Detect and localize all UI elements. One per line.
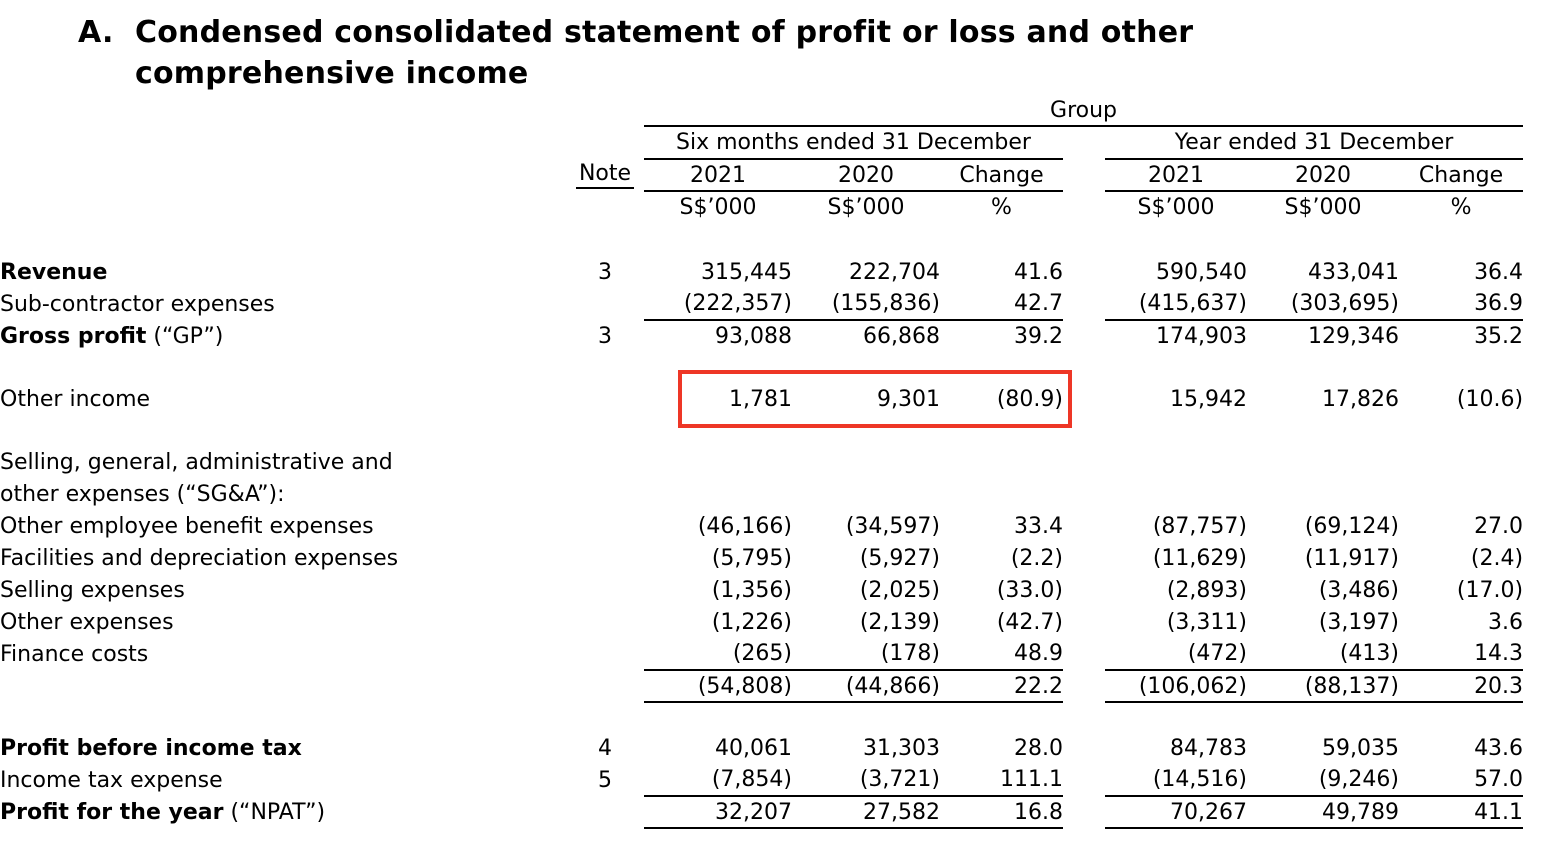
value-cell: (178) bbox=[792, 638, 940, 670]
table-row bbox=[0, 606, 1523, 638]
value-cell: (3,486) bbox=[1318, 577, 1399, 603]
value-cell: 17,826 bbox=[1322, 386, 1399, 412]
unit-header: S$’000 bbox=[1284, 195, 1362, 220]
column-gap bbox=[1063, 159, 1105, 191]
value-cell: (2,893) bbox=[1166, 577, 1247, 603]
spacer-row bbox=[0, 702, 1523, 732]
value-cell: (14,516) bbox=[1105, 764, 1247, 796]
value-cell: 20.3 bbox=[1399, 670, 1523, 702]
value-cell: (1,226) bbox=[711, 609, 792, 635]
value-cell: 14.3 bbox=[1399, 638, 1523, 670]
row-label-text: other expenses (“SG&A”): bbox=[0, 481, 285, 507]
value-cell: 39.2 bbox=[1014, 324, 1063, 349]
empty-cell bbox=[0, 96, 644, 126]
table-row bbox=[0, 764, 1523, 796]
value-cell: (413) bbox=[1247, 638, 1399, 670]
group-header-row bbox=[0, 96, 1523, 126]
column-gap bbox=[1063, 732, 1105, 764]
note-header bbox=[566, 159, 644, 191]
section-letter: A. bbox=[78, 15, 114, 50]
column-gap bbox=[1063, 256, 1105, 288]
value-cell bbox=[1399, 478, 1523, 510]
value-cell: (2,025) bbox=[859, 577, 940, 603]
row-label bbox=[0, 638, 566, 670]
note-ref bbox=[566, 446, 644, 478]
row-label-text: Income tax expense bbox=[0, 767, 223, 793]
row-label bbox=[0, 478, 566, 510]
note-ref bbox=[566, 478, 644, 510]
value-cell: 40,061 bbox=[715, 735, 792, 761]
value-cell: 36.9 bbox=[1399, 288, 1523, 320]
table-row bbox=[0, 732, 1523, 764]
year-header-2020: 2020 bbox=[792, 159, 940, 191]
column-gap bbox=[1063, 191, 1105, 223]
year-header-2021: 2021 bbox=[644, 159, 792, 191]
column-gap bbox=[1063, 606, 1105, 638]
section-title bbox=[0, 12, 1552, 94]
group-header: Group bbox=[644, 96, 1523, 126]
row-label-text: Profit for the year bbox=[0, 799, 224, 825]
row-label bbox=[0, 670, 566, 702]
value-cell: (415,637) bbox=[1105, 288, 1247, 320]
table-row bbox=[0, 542, 1523, 574]
column-gap bbox=[1063, 764, 1105, 796]
section-title-text bbox=[135, 12, 1193, 94]
year-header-row bbox=[0, 159, 1523, 191]
value-cell bbox=[1105, 478, 1247, 510]
row-label-text: Profit before income tax bbox=[0, 735, 302, 761]
note-header-label: Note bbox=[576, 161, 634, 189]
row-label bbox=[0, 732, 566, 764]
spacer-row bbox=[0, 223, 1523, 256]
column-gap bbox=[1063, 638, 1105, 670]
column-gap bbox=[1063, 320, 1105, 352]
value-cell: 31,303 bbox=[863, 735, 940, 761]
percent-header: % bbox=[1450, 195, 1472, 220]
value-cell: 27,582 bbox=[792, 796, 940, 828]
note-ref: 4 bbox=[598, 735, 612, 761]
row-label-text: Gross profit bbox=[0, 323, 147, 349]
value-cell bbox=[644, 478, 792, 510]
note-ref: 5 bbox=[598, 767, 612, 793]
value-cell: 16.8 bbox=[940, 796, 1063, 828]
value-cell: 59,035 bbox=[1322, 735, 1399, 761]
period-header-year: Year ended 31 December bbox=[1105, 126, 1523, 159]
spacer-cell bbox=[0, 430, 1523, 446]
value-cell: 36.4 bbox=[1474, 259, 1524, 285]
change-header: Change bbox=[940, 159, 1063, 191]
note-ref: 3 bbox=[598, 259, 612, 285]
note-ref bbox=[566, 510, 644, 542]
note-ref bbox=[566, 638, 644, 670]
value-cell: (155,836) bbox=[792, 288, 940, 320]
value-cell: (265) bbox=[644, 638, 792, 670]
value-cell: 315,445 bbox=[701, 259, 792, 285]
value-cell: (3,197) bbox=[1318, 609, 1399, 635]
row-label bbox=[0, 446, 566, 478]
note-ref bbox=[566, 542, 644, 574]
value-cell: 70,267 bbox=[1105, 796, 1247, 828]
value-cell: (2.4) bbox=[1470, 545, 1524, 571]
note-ref bbox=[566, 288, 644, 320]
table-row bbox=[0, 670, 1523, 702]
row-label bbox=[0, 542, 566, 574]
row-label-text: Facilities and depreciation expenses bbox=[0, 545, 399, 571]
value-cell bbox=[1247, 478, 1399, 510]
value-cell: 129,346 bbox=[1308, 324, 1399, 349]
value-cell: (303,695) bbox=[1247, 288, 1399, 320]
value-cell: 49,789 bbox=[1247, 796, 1399, 828]
column-gap bbox=[1063, 542, 1105, 574]
column-gap bbox=[1063, 126, 1105, 159]
row-label-text: Selling expenses bbox=[0, 577, 185, 603]
value-cell: (34,597) bbox=[845, 513, 940, 539]
value-cell: 1,781 bbox=[729, 386, 792, 412]
row-label bbox=[0, 256, 566, 288]
value-cell: (88,137) bbox=[1247, 670, 1399, 702]
value-cell: (11,917) bbox=[1304, 545, 1399, 571]
row-label bbox=[0, 320, 566, 352]
value-cell: 590,540 bbox=[1156, 259, 1247, 285]
value-cell: 15,942 bbox=[1170, 386, 1247, 412]
value-cell: 433,041 bbox=[1308, 259, 1399, 285]
column-gap bbox=[1063, 478, 1105, 510]
table-row bbox=[0, 796, 1523, 828]
column-gap bbox=[1063, 446, 1105, 478]
value-cell: (87,757) bbox=[1152, 513, 1247, 539]
value-cell: (2.2) bbox=[1010, 545, 1063, 571]
row-label-suffix: (“NPAT”) bbox=[223, 799, 326, 825]
table-row bbox=[0, 510, 1523, 542]
value-cell: 222,704 bbox=[849, 259, 940, 285]
table-row bbox=[0, 288, 1523, 320]
value-cell: 41.1 bbox=[1399, 796, 1523, 828]
value-cell: (11,629) bbox=[1152, 545, 1247, 571]
value-cell bbox=[792, 446, 940, 478]
empty-cell bbox=[0, 159, 566, 191]
empty-cell bbox=[0, 126, 644, 159]
value-cell: (46,166) bbox=[697, 513, 792, 539]
column-gap bbox=[1063, 796, 1105, 828]
note-ref: 3 bbox=[598, 323, 612, 349]
value-cell: (7,854) bbox=[644, 764, 792, 796]
row-label bbox=[0, 796, 566, 828]
table-row bbox=[0, 638, 1523, 670]
row-label bbox=[0, 574, 566, 606]
value-cell bbox=[1399, 446, 1523, 478]
value-cell: (3,311) bbox=[1166, 609, 1247, 635]
value-cell: (44,866) bbox=[792, 670, 940, 702]
profit-loss-table bbox=[0, 96, 1523, 829]
column-gap bbox=[1063, 510, 1105, 542]
value-cell: 57.0 bbox=[1399, 764, 1523, 796]
value-cell: 35.2 bbox=[1474, 324, 1524, 349]
row-label bbox=[0, 606, 566, 638]
note-ref bbox=[566, 368, 644, 430]
empty-cell bbox=[0, 191, 644, 223]
value-cell: (9,246) bbox=[1247, 764, 1399, 796]
spacer-cell bbox=[0, 352, 1523, 368]
value-cell bbox=[1105, 446, 1247, 478]
spacer-cell bbox=[0, 702, 1523, 732]
column-gap bbox=[1063, 670, 1105, 702]
value-cell: (1,356) bbox=[711, 577, 792, 603]
row-label bbox=[0, 288, 566, 320]
value-cell: (33.0) bbox=[996, 577, 1063, 603]
year-header-2021: 2021 bbox=[1105, 159, 1247, 191]
value-cell: (5,927) bbox=[859, 545, 940, 571]
column-gap bbox=[1063, 288, 1105, 320]
table-row bbox=[0, 446, 1523, 478]
table-row bbox=[0, 320, 1523, 352]
unit-header: S$’000 bbox=[679, 195, 757, 220]
row-label-text: Other employee benefit expenses bbox=[0, 513, 374, 539]
value-cell bbox=[940, 478, 1063, 510]
unit-header: S$’000 bbox=[827, 195, 905, 220]
value-cell: 28.0 bbox=[1014, 735, 1063, 761]
table-row bbox=[0, 478, 1523, 510]
note-ref bbox=[566, 670, 644, 702]
table-row bbox=[0, 256, 1523, 288]
spacer-row bbox=[0, 430, 1523, 446]
value-cell: 48.9 bbox=[940, 638, 1063, 670]
value-cell: 22.2 bbox=[940, 670, 1063, 702]
note-ref bbox=[566, 606, 644, 638]
value-cell: (10.6) bbox=[1456, 386, 1524, 412]
table-row bbox=[0, 574, 1523, 606]
row-label-suffix: (“GP”) bbox=[146, 323, 224, 349]
unit-header-row bbox=[0, 191, 1523, 223]
period-header-row bbox=[0, 126, 1523, 159]
value-cell: 3.6 bbox=[1488, 609, 1524, 635]
value-cell: 174,903 bbox=[1156, 324, 1247, 349]
value-cell bbox=[940, 446, 1063, 478]
row-label bbox=[0, 510, 566, 542]
value-cell: (54,808) bbox=[644, 670, 792, 702]
value-cell: 32,207 bbox=[644, 796, 792, 828]
value-cell: (106,062) bbox=[1105, 670, 1247, 702]
row-label-text: Sub-contractor expenses bbox=[0, 291, 275, 317]
title-line-2: comprehensive income bbox=[135, 56, 529, 91]
row-label bbox=[0, 764, 566, 796]
row-label-text: Other income bbox=[0, 386, 151, 412]
value-cell: 41.6 bbox=[1014, 259, 1063, 285]
value-cell: (69,124) bbox=[1304, 513, 1399, 539]
value-cell: 111.1 bbox=[940, 764, 1063, 796]
period-header-six-months: Six months ended 31 December bbox=[644, 126, 1063, 159]
value-cell bbox=[644, 446, 792, 478]
value-cell: (472) bbox=[1105, 638, 1247, 670]
value-cell: (42.7) bbox=[996, 609, 1063, 635]
row-label bbox=[0, 368, 566, 430]
change-header: Change bbox=[1399, 159, 1523, 191]
value-cell: (222,357) bbox=[644, 288, 792, 320]
value-cell bbox=[1247, 446, 1399, 478]
value-cell: (3,721) bbox=[792, 764, 940, 796]
row-label-text: Other expenses bbox=[0, 609, 174, 635]
value-cell: 93,088 bbox=[715, 324, 792, 349]
note-ref bbox=[566, 796, 644, 828]
unit-header: S$’000 bbox=[1137, 195, 1215, 220]
percent-header: % bbox=[991, 195, 1012, 220]
row-label-text: Revenue bbox=[0, 259, 108, 285]
value-cell: 66,868 bbox=[863, 324, 940, 349]
table-body bbox=[0, 223, 1523, 828]
table-row bbox=[0, 368, 1523, 430]
title-line-1: Condensed consolidated statement of profit or loss and other bbox=[135, 15, 1194, 50]
value-cell: 43.6 bbox=[1474, 735, 1524, 761]
column-gap bbox=[1063, 368, 1105, 430]
year-header-2020: 2020 bbox=[1247, 159, 1399, 191]
value-cell: (17.0) bbox=[1456, 577, 1524, 603]
value-cell: 27.0 bbox=[1474, 513, 1524, 539]
value-cell: 84,783 bbox=[1170, 735, 1247, 761]
row-label-text: Selling, general, administrative and bbox=[0, 449, 393, 475]
value-cell: (2,139) bbox=[859, 609, 940, 635]
value-cell bbox=[792, 478, 940, 510]
value-cell: 33.4 bbox=[1014, 513, 1063, 539]
value-cell: 42.7 bbox=[940, 288, 1063, 320]
spacer-cell bbox=[0, 223, 1523, 256]
value-cell: 9,301 bbox=[877, 386, 940, 412]
value-cell: (80.9) bbox=[996, 386, 1063, 412]
row-label-text: Finance costs bbox=[0, 641, 149, 667]
value-cell: (5,795) bbox=[711, 545, 792, 571]
spacer-row bbox=[0, 352, 1523, 368]
note-ref bbox=[566, 574, 644, 606]
column-gap bbox=[1063, 574, 1105, 606]
